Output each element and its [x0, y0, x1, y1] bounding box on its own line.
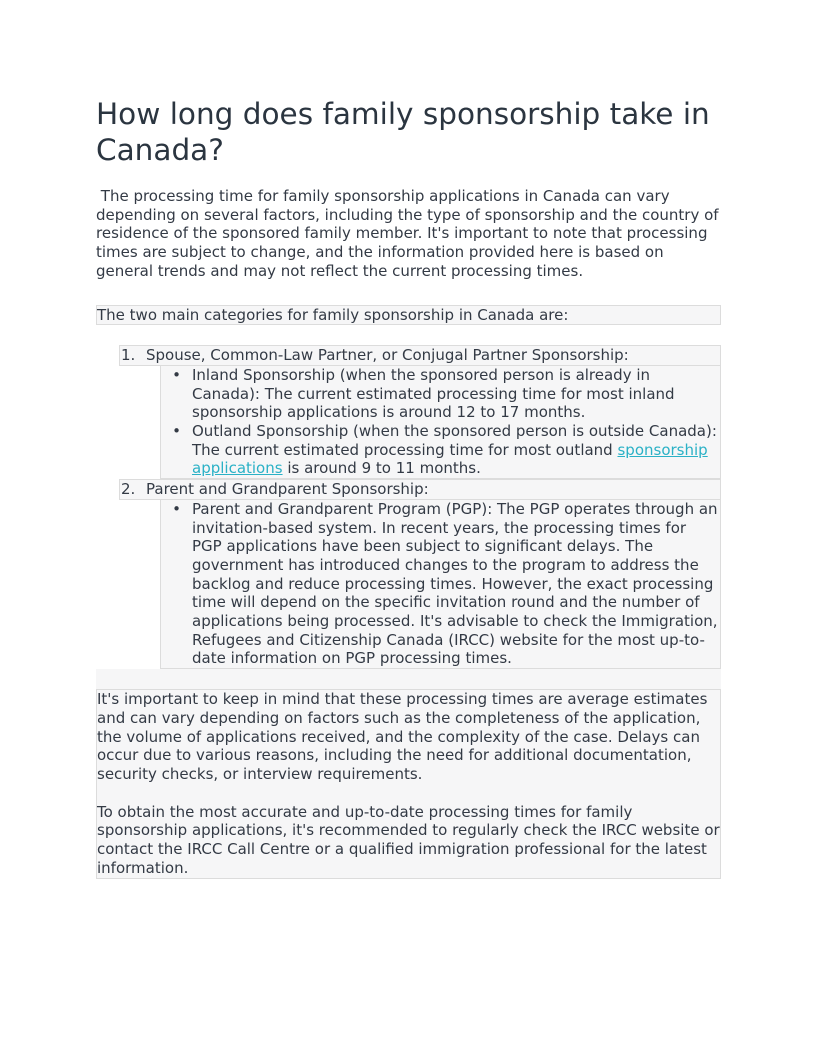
sub-list: [160, 500, 721, 669]
item-heading: Parent and Grandparent Sponsorship:: [146, 480, 429, 499]
bullet-text-after: is around 9 to 11 months.: [282, 459, 481, 478]
bullet-text: Inland Sponsorship (when the sponsored person is already in Canada): The current estimated processing time for most inland sponsorship applications is around 12 to 17 months.: [192, 365, 675, 422]
closing-paragraph: It's important to keep in mind that these processing times are average estimates and can vary depending on factors such as the completeness of the application, the volume of applications received, and the complexity of the case. Delays can occur due to various reasons, including the need for additional documentation, security checks, or interview requirements.: [97, 690, 708, 783]
bullet-icon: •: [172, 499, 181, 518]
sponsorship-applications-link[interactable]: sponsorship applications: [192, 440, 708, 478]
bullet-text-before: Outland Sponsorship (when the sponsored person is outside Canada): The current estimated processing time for most outland: [192, 422, 717, 459]
bullet-text: Parent and Grandparent Program (PGP): The PGP operates through an invitation-based system. In recent years, the processing times for PGP applications have been subject to significant delays. The government has introduced changes to the program to address the backlog and reduce processing times. However, the exact processing time will depend on the specific invitation round and the number of applications being processed. It's advisable to check the Immigration, Refugees and Citizenship Canada (IRCC) website for the most up-to-date information on PGP processing times.: [192, 499, 718, 668]
bullet-item: [161, 500, 720, 668]
list-item: [119, 345, 721, 366]
bullet-text: [192, 422, 720, 478]
spacer: [96, 669, 721, 689]
categories-list: [96, 325, 721, 669]
categories-lead: The two main categories for family sponsorship in Canada are:: [96, 305, 721, 326]
page-title: How long does family sponsorship take in Canada?: [96, 97, 710, 167]
article: [96, 96, 724, 879]
closing-section: [96, 689, 721, 878]
bullet-item: [161, 366, 720, 422]
intro-text: The processing time for family sponsorship applications in Canada can vary depending on several factors, including the type of sponsorship and the country of residence of the sponsored family member. It's important to note that processing times are subject to change, and the information provided here is based on general trends and may not reflect the current processing times.: [96, 187, 724, 280]
intro-paragraph: [96, 187, 724, 281]
bullet-icon: •: [172, 365, 181, 384]
item-number: 1.: [121, 346, 136, 365]
bullet-item: [161, 422, 720, 478]
closing-paragraph: To obtain the most accurate and up-to-date processing times for family sponsorship applications, it's recommended to regularly check the IRCC website or contact the IRCC Call Centre or a qualified immigration professional for the latest information.: [97, 802, 720, 877]
list-item: [119, 479, 721, 500]
bullet-icon: •: [172, 422, 181, 441]
item-number: 2.: [121, 480, 136, 499]
sub-list: [160, 366, 721, 479]
item-heading: Spouse, Common-Law Partner, or Conjugal Partner Sponsorship:: [146, 346, 629, 365]
